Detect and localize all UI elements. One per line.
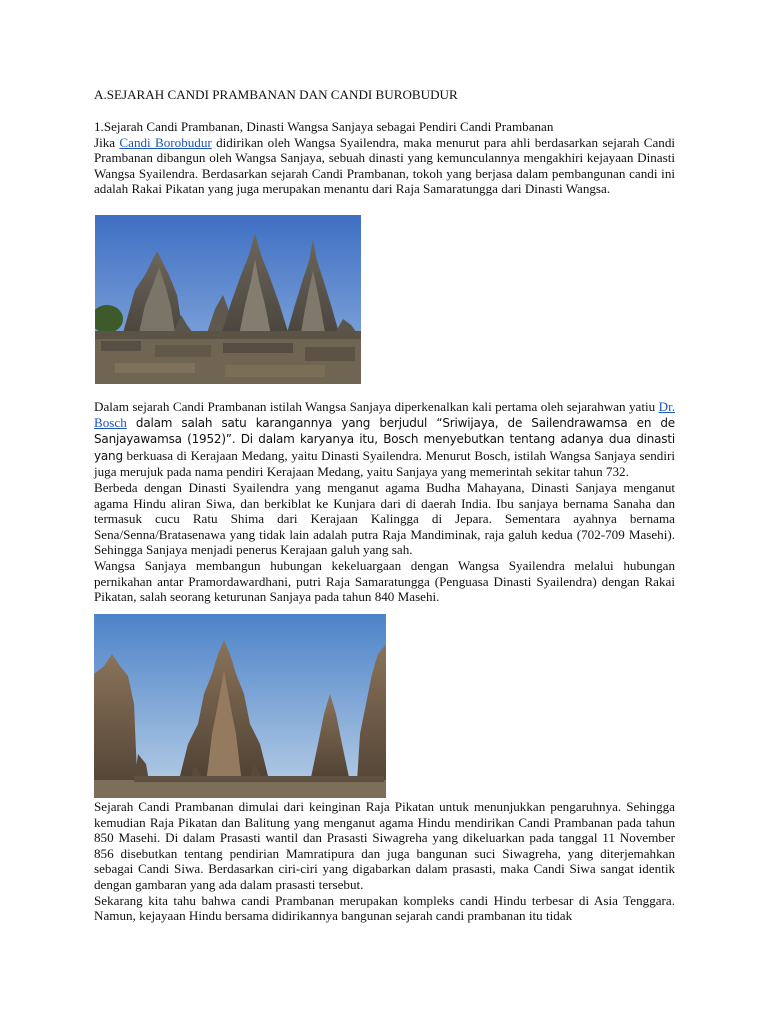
section-2-paragraph-1 (94, 399, 675, 480)
temple-photo-icon (94, 614, 386, 798)
section-2 (94, 399, 675, 605)
prambanan-temple-photo-2 (94, 614, 386, 798)
paragraph-text: didirikan oleh Wangsa Syailendra, maka menurut para ahli berdasarkan sejarah Candi Prambanan dibangun oleh Wangsa Sanjaya, sebuah dinasti yang kemunculannya mengakhiri kejayaan Dinasti Wangsa Syailendra. Berdasarkan sejarah Candi Prambanan, tokoh yang berjasa dalam pembangunan candi ini adalah Rakai Pikatan yang juga merupakan menantu dari Raja Samaratungga dari Dinasti Wangsa. (94, 134, 676, 197)
section-2-paragraph-3: Wangsa Sanjaya membangun hubungan kekeluargaan dengan Wangsa Syailendra melalui hubungan pernikahan antar Pramordawardhani, putri Raja Samaratungga (Penguasa Dinasti Syailendra) dengan Rakai Pikatan, salah seorang keturunan Sanjaya pada tahun 840 Masehi. (94, 557, 675, 605)
section-3-paragraph-2: Sekarang kita tahu bahwa candi Prambanan merupakan kompleks candi Hindu terbesar di Asia Tenggara. Namun, kejayaan Hindu bersama didirikannya bangunan sejarah candi prambanan itu tidak (94, 892, 675, 924)
prambanan-temple-photo-1 (95, 215, 361, 384)
section-3 (94, 799, 675, 924)
section-3-paragraph-1: Sejarah Candi Prambanan dimulai dari keinginan Raja Pikatan untuk menunjukkan pengaruhnya. Sehingga kemudian Raja Pikatan dan Balitung yang menganut agama Hindu mendirikan Candi Prambanan pada tahun 850 Masehi. Di dalam Prasasti wantil dan Prasasti Siwagreha yang dikeluarkan pada tanggal 11 November 856 disebutkan tentang pendirian Mamratipura dan juga bangunan suci Siwagreha, yang diterjemahkan sebagai Candi Siwa. Berdasarkan ciri-ciri yang digabarkan dalam prasasti, maka Candi Siwa sangat identik dengan gambaran yang ada dalam prasasti tersebut. (94, 799, 675, 892)
section-1-subheading: 1.Sejarah Candi Prambanan, Dinasti Wangsa Sanjaya sebagai Pendiri Candi Prambanan (94, 119, 554, 134)
temple-photo-icon (95, 215, 361, 384)
paragraph-text-alt-font: dalam salah satu karangannya yang berjudul “Sriwijaya, de Sailendrawamsa en de Sanjayawamsa (1952)”. Di dalam karyanya itu, Bosch menyebutkan tentang adanya dua dinasti yang (94, 415, 675, 463)
paragraph-text: Dalam sejarah Candi Prambanan istilah Wangsa Sanjaya diperkenalkan kali pertama oleh sejarahwan yatiu (94, 399, 659, 414)
document-heading: A.SEJARAH CANDI PRAMBANAN DAN CANDI BUROBUDUR (94, 87, 458, 102)
candi-borobudur-link[interactable]: Candi Borobudur (119, 134, 212, 150)
paragraph-text: berkuasa di Kerajaan Medang, yaitu Dinasti Syailendra. Menurut Bosch, istilah Wangsa Sanjaya sendiri juga merujuk pada nama pendiri Kerajaan Medang, yaitu Sanjaya yang memerintah sekitar tahun 732. (94, 447, 675, 480)
section-1 (94, 119, 675, 197)
dr-bosch-link[interactable]: Dr. Bosch (94, 399, 675, 430)
paragraph-text: Jika (94, 134, 120, 150)
section-2-paragraph-2: Berbeda dengan Dinasti Syailendra yang menganut agama Budha Mahayana, Dinasti Sanjaya menganut agama Hindu aliran Siwa, dan berkiblat ke Kunjara dari di daerah India. Ibu sanjaya bernama Sanaha dan termasuk cucu Ratu Shima dari Kerajaan Kalingga di Jepara. Sementara ayahnya bernama Sena/Senna/Bratasenawa yang tidak lain adalah putra Raja Mandiminak, raja galuh kedua (702-709 Masehi). Sehingga Sanjaya menjadi penerus Kerajaan galuh yang sah. (94, 479, 675, 558)
section-1-paragraph (94, 135, 675, 197)
